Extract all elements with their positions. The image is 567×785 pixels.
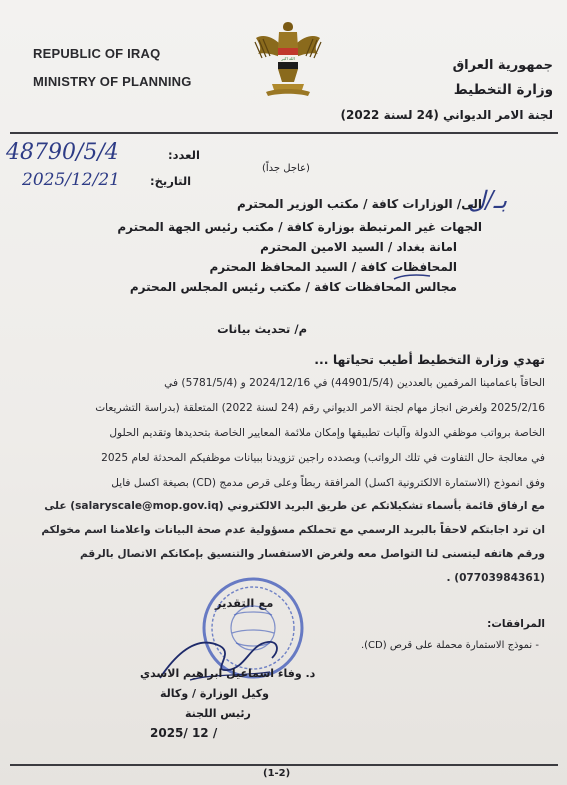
signature-date: 2025/ 12 /: [150, 726, 218, 740]
addressee-line-5: مجالس المحافظات كافة / مكتب رئيس المجلس المحترم: [129, 280, 457, 294]
header-ministry-en: MINISTRY OF PLANNING: [33, 74, 192, 89]
body-line-2: 2025/2/16 ولغرض انجاز مهام لجنة الامر الديواني رقم (24 لسنة 2022) المتعلقة (بدراسة التشريعات: [95, 402, 545, 414]
header-country-ar: جمهورية العراق: [452, 58, 553, 73]
footer-rule: [10, 764, 558, 766]
handwritten-annotation: بـ/ل: [468, 186, 508, 214]
body-line-6: مع ارفاق قائمة بأسماء تشكيلاتكم عن طريق البريد الالكتروني (salaryscale@mop.gov.iq) على: [44, 500, 545, 512]
signatory-title-1: وكيل الوزارة / وكالة: [160, 687, 269, 700]
pen-underline-mark: [392, 266, 432, 274]
ref-date-value: 2025/12/21: [22, 170, 120, 190]
svg-text:الله اكبر: الله اكبر: [281, 56, 295, 61]
signatory-name: د. وفاء اسماعيل ابراهيم الاسدي: [140, 667, 316, 680]
header-country-en: REPUBLIC OF IRAQ: [33, 46, 161, 61]
body-line-3: الخاصة برواتب موظفي الدولة وآليات تطبيقها وإمكان ملائمة المعايير الخاصة بتحديدها وتقديم الحلول: [109, 427, 545, 439]
addressee-line-2: الجهات غير المرتبطة بوزارة كافة / مكتب رئيس الجهة المحترم: [117, 220, 482, 234]
body-line-5: وفق انموذج (الاستمارة الالكترونية اكسل) المرافقة ربطاً وعلى قرص مدمج (CD) بصيغة اكسل فايل: [111, 477, 545, 489]
body-line-4: في معالجة حال التفاوت في تلك الرواتب) وبصدده راجين تزويدنا ببيانات موظفيكم المحدثة لعام 2025: [101, 452, 545, 464]
addressee-line-3: امانة بغداد / السيد الامين المحترم: [260, 240, 457, 254]
closing-line: مع التقدير: [215, 596, 274, 610]
addressee-line-1: الى/ الوزارات كافة / مكتب الوزير المحترم: [237, 197, 482, 211]
ref-number-value: 48790/5/4: [6, 140, 119, 165]
subject-line: م/ تحديث بيانات: [217, 322, 307, 336]
ref-number-label: العدد:: [168, 148, 200, 162]
iraq-eagle-emblem: [252, 18, 324, 102]
body-line-9: (07703984361) .: [446, 572, 545, 584]
addressee-line-4: المحافظات كافة / السيد المحافظ المحترم: [209, 260, 457, 274]
greeting-line: تهدي وزارة التخطيط أطيب تحياتها ...: [314, 352, 545, 367]
signatory-title-2: رئيس اللجنة: [185, 707, 251, 720]
attachments-label: المرافقات:: [487, 618, 545, 630]
urgent-label: (عاجل جداً): [262, 163, 310, 174]
body-line-8: ورقم هاتفه ليتسنى لنا التواصل معه ولغرض الاستفسار والتنسيق بإمكانكم الاتصال بالرقم: [79, 548, 545, 560]
attachment-item: - نموذج الاستمارة محملة على قرص (CD).: [360, 640, 539, 651]
header-committee-ar: لجنة الامر الديواني (24 لسنة 2022): [340, 108, 553, 122]
header-ministry-ar: وزارة التخطيط: [453, 82, 553, 98]
body-line-1: الحاقاً باعمامينا المرقمين بالعددين (44901/5/4) في 2024/12/16 و (5781/5/4) في: [164, 377, 545, 389]
page-number: (1-2): [263, 768, 291, 779]
ref-date-label: التاريخ:: [150, 174, 192, 188]
header-rule: [10, 132, 558, 134]
body-line-7: ان ترد اجابتكم لاحقاً بالبريد الرسمي مع تحملكم مسؤولية عدم صحة البيانات واعلامنا اسم مخولكم: [41, 524, 545, 536]
